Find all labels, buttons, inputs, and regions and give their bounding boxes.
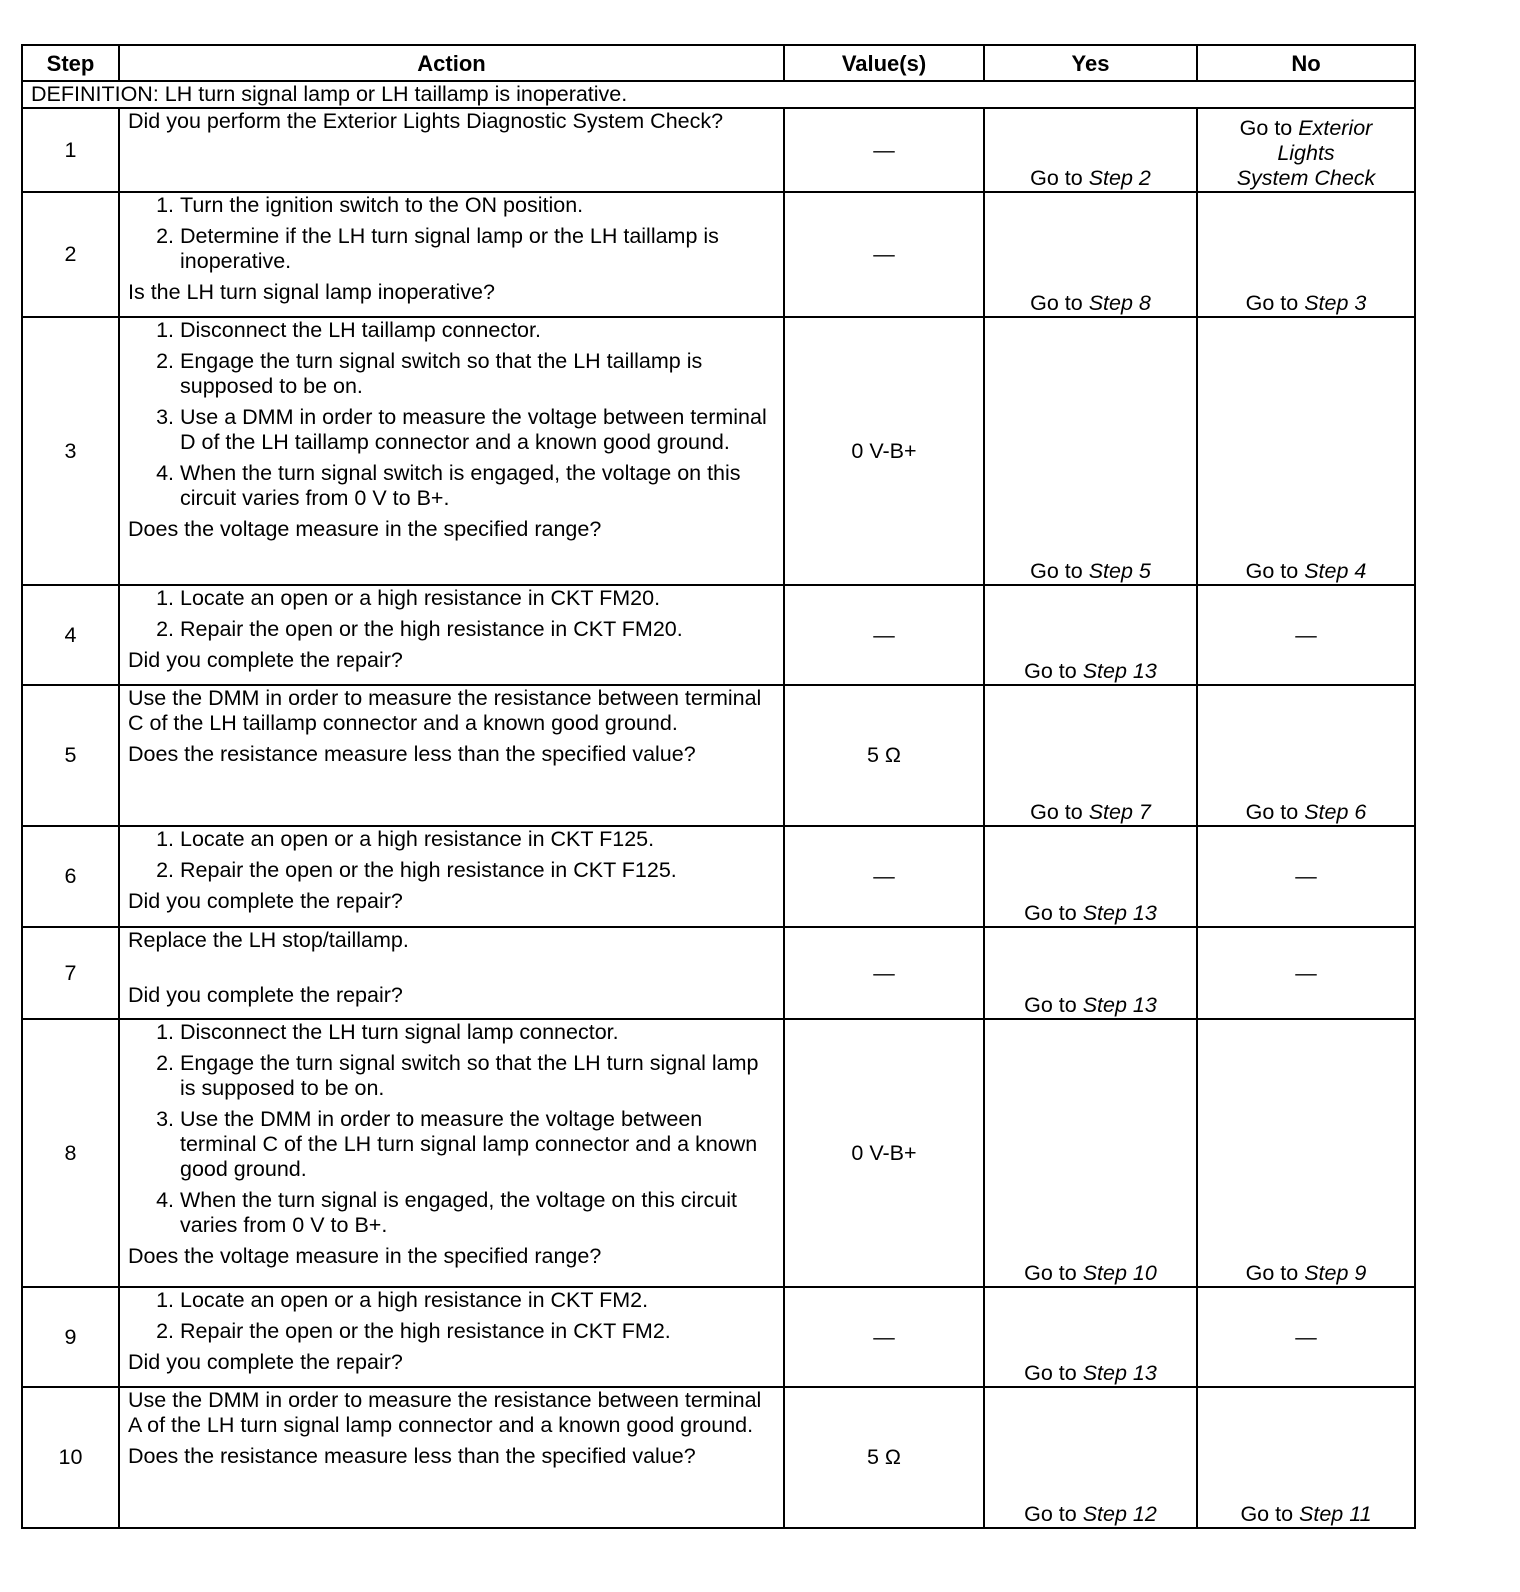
table-row (22, 685, 1415, 826)
action-step-item: 2. Engage the turn signal switch so that the LH taillamp is supposed to be on. (180, 349, 775, 399)
step-number: 7 (22, 927, 119, 1019)
action-question: Does the resistance measure less than the specified value? (128, 1444, 696, 1468)
action-cell (119, 1019, 784, 1287)
value-cell: 5 Ω (784, 685, 984, 826)
action-step-item: 1. Locate an open or a high resistance in CKT FM2. (180, 1288, 775, 1313)
table-row (22, 585, 1415, 685)
yes-step-link[interactable]: Step 10 (1082, 1261, 1157, 1285)
step-number: 2 (22, 192, 119, 317)
no-cell (1197, 317, 1415, 585)
yes-cell (984, 826, 1197, 927)
action-step-item: 1. Disconnect the LH taillamp connector. (180, 318, 775, 343)
yes-step-link[interactable]: Step 2 (1088, 166, 1151, 190)
table-row (22, 1287, 1415, 1387)
no-step-link[interactable]: Step 11 (1299, 1502, 1372, 1526)
value-cell: — (784, 826, 984, 927)
yes-cell (984, 927, 1197, 1019)
action-step-item: 4. When the turn signal is engaged, the voltage on this circuit varies from 0 V to B+. (180, 1188, 775, 1238)
action-step-item: 4. When the turn signal switch is engaged, the voltage on this circuit varies from 0 V to B+. (180, 461, 775, 511)
table-row (22, 927, 1415, 1019)
header-step: Step (22, 45, 119, 81)
yes-step-link[interactable]: Step 12 (1082, 1502, 1157, 1526)
header-no: No (1197, 45, 1415, 81)
action-question: Did you complete the repair? (128, 983, 403, 1007)
action-cell (119, 317, 784, 585)
value-cell: — (784, 1287, 984, 1387)
yes-goto-text: Go to (1030, 800, 1083, 824)
action-steps-list (128, 827, 775, 883)
no-cell (1197, 1019, 1415, 1287)
action-question: Did you complete the repair? (128, 648, 403, 672)
action-question: Did you complete the repair? (128, 889, 403, 913)
yes-goto-text: Go to (1030, 291, 1083, 315)
header-action: Action (119, 45, 784, 81)
value-cell: 5 Ω (784, 1387, 984, 1528)
yes-cell (984, 1387, 1197, 1528)
action-steps-list (128, 1020, 775, 1238)
yes-goto-text: Go to (1030, 166, 1083, 190)
action-question: Does the voltage measure in the specified range? (128, 517, 602, 541)
yes-goto-text: Go to (1030, 559, 1083, 583)
table-body (22, 81, 1415, 1528)
step-number: 1 (22, 108, 119, 192)
table-row (22, 826, 1415, 927)
no-goto-text: Go to (1245, 291, 1299, 315)
action-step-item: 2. Determine if the LH turn signal lamp or the LH taillamp is inoperative. (180, 224, 775, 274)
action-question: Does the resistance measure less than the specified value? (128, 742, 696, 766)
no-cell (1197, 927, 1415, 1019)
action-steps-list (128, 1288, 775, 1344)
no-step-link[interactable]: Step 6 (1304, 800, 1367, 824)
step-number: 5 (22, 685, 119, 826)
value-cell: — (784, 927, 984, 1019)
table-row (22, 108, 1415, 192)
no-goto-line (1206, 116, 1406, 141)
action-cell (119, 585, 784, 685)
yes-goto-text: Go to (1024, 1361, 1077, 1385)
value-cell: — (784, 585, 984, 685)
action-question: Did you complete the repair? (128, 1350, 403, 1374)
action-step-item: 3. Use a DMM in order to measure the voltage between terminal D of the LH taillamp connector and a known good ground. (180, 405, 775, 455)
yes-step-link[interactable]: Step 5 (1088, 559, 1151, 583)
yes-cell (984, 1287, 1197, 1387)
definition-row (22, 81, 1415, 108)
no-cell (1197, 685, 1415, 826)
action-step-item: 1. Locate an open or a high resistance in CKT F125. (180, 827, 775, 852)
yes-cell (984, 192, 1197, 317)
yes-step-link[interactable]: Step 13 (1082, 993, 1157, 1017)
action-cell (119, 826, 784, 927)
no-cell (1197, 1287, 1415, 1387)
no-step-link[interactable]: Step 4 (1304, 559, 1367, 583)
table-row (22, 317, 1415, 585)
action-paragraph: Use the DMM in order to measure the resistance between terminal A of the LH turn signal lamp connector and a known good ground. (128, 1388, 762, 1437)
table-row (22, 1019, 1415, 1287)
action-step-item: 2. Engage the turn signal switch so that the LH turn signal lamp is supposed to be on. (180, 1051, 775, 1101)
header-values: Value(s) (784, 45, 984, 81)
no-dash: — (1295, 1324, 1317, 1349)
no-target-line[interactable]: Exterior (1298, 116, 1373, 140)
no-dash: — (1295, 960, 1317, 985)
yes-cell (984, 585, 1197, 685)
yes-step-link[interactable]: Step 13 (1082, 659, 1157, 683)
yes-cell (984, 317, 1197, 585)
no-dash: — (1295, 622, 1317, 647)
action-cell (119, 685, 784, 826)
step-number: 3 (22, 317, 119, 585)
action-cell (119, 108, 784, 192)
yes-goto-text: Go to (1024, 1502, 1077, 1526)
table-row (22, 192, 1415, 317)
diagnostic-table (21, 44, 1416, 1529)
action-cell (119, 1287, 784, 1387)
yes-goto-text: Go to (1024, 993, 1077, 1017)
yes-step-link[interactable]: Step 8 (1088, 291, 1151, 315)
action-step-item: 3. Use the DMM in order to measure the voltage between terminal C of the LH turn signal lamp connector and a known good ground. (180, 1107, 775, 1182)
action-paragraph: Replace the LH stop/taillamp. (128, 928, 409, 952)
yes-goto-text: Go to (1024, 901, 1077, 925)
action-steps-list (128, 318, 775, 511)
step-number: 4 (22, 585, 119, 685)
action-cell (119, 1387, 784, 1528)
no-goto-text: Go to (1240, 1502, 1294, 1526)
no-cell (1197, 108, 1415, 192)
action-step-item: 2. Repair the open or the high resistance in CKT FM20. (180, 617, 775, 642)
action-question: Does the voltage measure in the specified range? (128, 1244, 602, 1268)
no-cell (1197, 585, 1415, 685)
action-step-item: 1. Turn the ignition switch to the ON position. (180, 193, 775, 218)
step-number: 6 (22, 826, 119, 927)
header-yes: Yes (984, 45, 1197, 81)
no-goto-text: Go to (1245, 800, 1299, 824)
no-goto-text: Go to (1239, 116, 1293, 140)
yes-cell (984, 685, 1197, 826)
value-cell: — (784, 108, 984, 192)
yes-step-link[interactable]: Step 7 (1088, 800, 1151, 824)
step-number: 8 (22, 1019, 119, 1287)
no-step-link[interactable]: Step 9 (1304, 1261, 1367, 1285)
value-cell: — (784, 192, 984, 317)
no-step-link[interactable]: Step 3 (1304, 291, 1367, 315)
no-target-line[interactable]: Lights (1277, 141, 1335, 165)
no-cell (1197, 1387, 1415, 1528)
value-cell: 0 V-B+ (784, 1019, 984, 1287)
action-question: Is the LH turn signal lamp inoperative? (128, 280, 495, 304)
no-dash: — (1295, 864, 1317, 888)
action-cell (119, 192, 784, 317)
action-step-item: 2. Repair the open or the high resistance in CKT F125. (180, 858, 775, 883)
step-number: 10 (22, 1387, 119, 1528)
action-cell (119, 927, 784, 1019)
yes-goto-text: Go to (1024, 659, 1077, 683)
step-number: 9 (22, 1287, 119, 1387)
action-steps-list (128, 193, 775, 274)
yes-cell (984, 108, 1197, 192)
action-paragraph: Use the DMM in order to measure the resistance between terminal C of the LH taillamp connector and a known good ground. (128, 686, 762, 735)
yes-goto-text: Go to (1024, 1261, 1077, 1285)
yes-step-link[interactable]: Step 13 (1082, 901, 1157, 925)
no-goto-text: Go to (1245, 1261, 1299, 1285)
no-cell (1197, 192, 1415, 317)
action-step-item: 1. Disconnect the LH turn signal lamp connector. (180, 1020, 775, 1045)
no-cell (1197, 826, 1415, 927)
header-row (22, 45, 1415, 81)
action-steps-list (128, 586, 775, 642)
yes-step-link[interactable]: Step 13 (1082, 1361, 1157, 1385)
definition-text: DEFINITION: LH turn signal lamp or LH taillamp is inoperative. (22, 81, 1415, 108)
action-paragraph: Did you perform the Exterior Lights Diagnostic System Check? (128, 109, 724, 133)
action-step-item: 2. Repair the open or the high resistance in CKT FM2. (180, 1319, 775, 1344)
yes-cell (984, 1019, 1197, 1287)
table-row (22, 1387, 1415, 1528)
value-cell: 0 V-B+ (784, 317, 984, 585)
action-step-item: 1. Locate an open or a high resistance in CKT FM20. (180, 586, 775, 611)
no-goto-text: Go to (1245, 559, 1299, 583)
no-target-line[interactable]: System Check (1236, 166, 1376, 190)
